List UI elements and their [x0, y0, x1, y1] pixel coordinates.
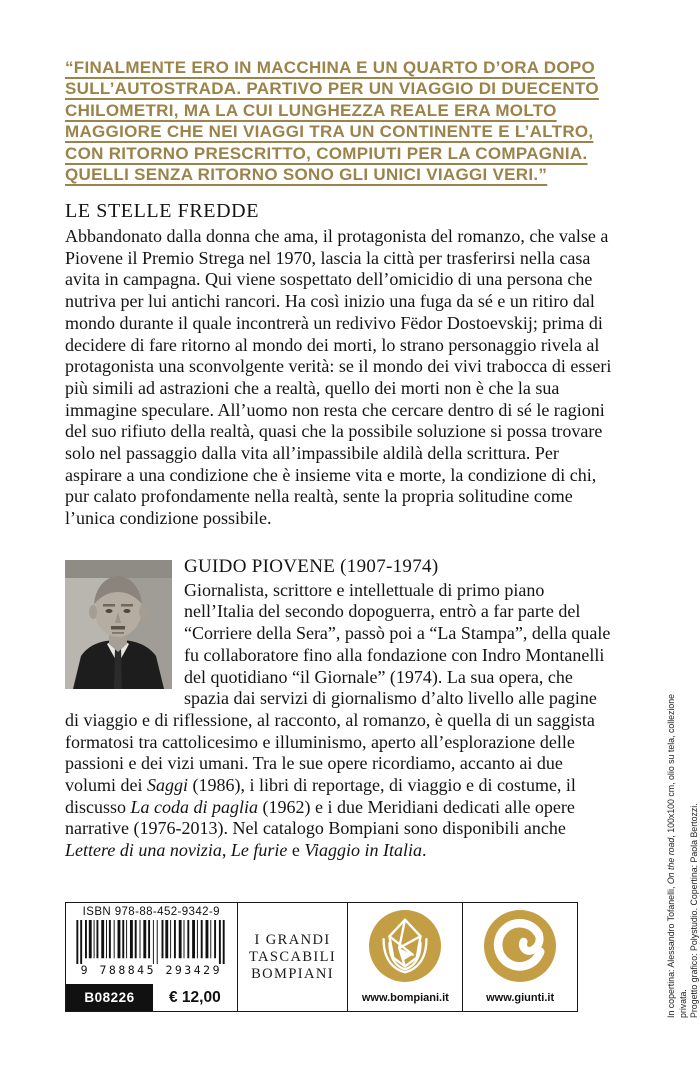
cover-credits: [666, 686, 699, 1018]
isbn-label: ISBN 978-88-452-9342-9: [82, 906, 220, 918]
cover-credits-line1: In copertina: Alessandro Tofanelli, On the road, 100x100 cm, olio su tela, collezione privata.: [666, 693, 688, 1018]
bompiani-logo-icon: [369, 910, 441, 982]
cover-credits-line2: Progetto grafico: Polystudio. Copertina: Paola Bertozzi.: [689, 803, 699, 1018]
barcode: [76, 920, 226, 964]
imprint-line: I GRANDI: [254, 931, 331, 948]
giunti-url: www.giunti.it: [486, 992, 555, 1004]
author-block: [65, 556, 614, 862]
isbn-barcode-cell: [66, 903, 238, 1011]
book-title: LE STELLE FREDDE: [65, 200, 260, 222]
quote-text: “FINALMENTE ERO IN MACCHINA E UN QUARTO D’ORA DOPO SULL’AUTOSTRADA. PARTIVO PER UN VIAGGIO DI DUECENTO CHILOMETRI, MA LA CUI LUNGHEZZA REALE ERA MOLTO MAGGIORE CHE NEI VIAGGI TRA UN CONTINENTE E L’ALTRO, CON RITORNO PRESCRITTO, COMPIUTI PER LA COMPAGNIA. QUELLI SENZA RITORNO SONO GLI UNICI VIAGGI VERI.”: [65, 58, 599, 185]
price: € 12,00: [168, 988, 221, 1006]
imprint-cell: [238, 903, 349, 1011]
author-bio: Giornalista, scrittore e intellettuale di primo piano nell’Italia del secondo dopoguerra, entrò a far parte del “Corriere della Sera”, passò poi a “La Stampa”, della quale fu collaboratore fino alla fondazione con Indro Montanelli del quotidiano “il Giornale” (1974). La sua opera, che spazia dai servizi di giornalismo d’alto livello alle pagine di viaggio e di riflessione, al racconto, al romanzo, è quella di un saggista formatosi tra cattolicesimo e illuminismo, aperto all’esplorazione delle passioni e dei vizi umani. Tra le sue opere ricordiamo, accanto ai due volumi dei Saggi (1986), i libri di reportage, di viaggio e di costume, il discusso La coda di paglia (1962) e i due Meridiani dedicati alle opere narrative (1976-2013). Nel catalogo Bompiani sono disponibili anche Lettere di una novizia, Le furie e Viaggio in Italia.: [65, 579, 611, 861]
synopsis-block: [65, 200, 614, 530]
synopsis-text: Abbandonato dalla donna che ama, il protagonista del romanzo, che valse a Piovene il Premio Strega nel 1970, lascia la città per trasferirsi nella casa avita in campagna. Qui viene sospettato dell’omicidio di una persona che nutriva per lui antichi rancori. Ha così inizio una fuga da sé e un ritiro dal mondo durante il quale incontrerà un redivivo Fëdor Dostoevskij; prima di decidere di fare ritorno al mondo dei morti, lo strano personaggio rivela al protagonista una sconvolgente verità: se il mondo dei vivi trabocca di esseri più simili ad astrazioni che a realtà, quello dei morti non è che la sua immagine speculare. All’uomo non resta che cercare dentro di sé le ragioni del suo rifiuto della realtà, quasi che la possibile soluzione si possa trovare solo nel passaggio dalla vita all’impassibile aldilà della scrittura. Per aspirare a una condizione che è insieme vita e morte, la condizione di chi, pur calato profondamente nella realtà, sente la propria solitudine come l’unica condizione possibile.: [65, 226, 612, 529]
barcode-digits: 9 788845 293429: [80, 963, 222, 977]
price-row: [66, 984, 237, 1011]
imprint-line: BOMPIANI: [251, 965, 334, 982]
author-photo: [65, 560, 172, 689]
product-code: B08226: [66, 984, 153, 1011]
bompiani-url: www.bompiani.it: [361, 992, 449, 1004]
author-name: GUIDO PIOVENE (1907-1974): [184, 556, 439, 577]
giunti-cell: [463, 903, 577, 1011]
imprint-line: TASCABILI: [248, 948, 337, 965]
footer-bar: [65, 902, 578, 1012]
bompiani-cell: [348, 903, 463, 1011]
giunti-logo-icon: [484, 910, 556, 982]
